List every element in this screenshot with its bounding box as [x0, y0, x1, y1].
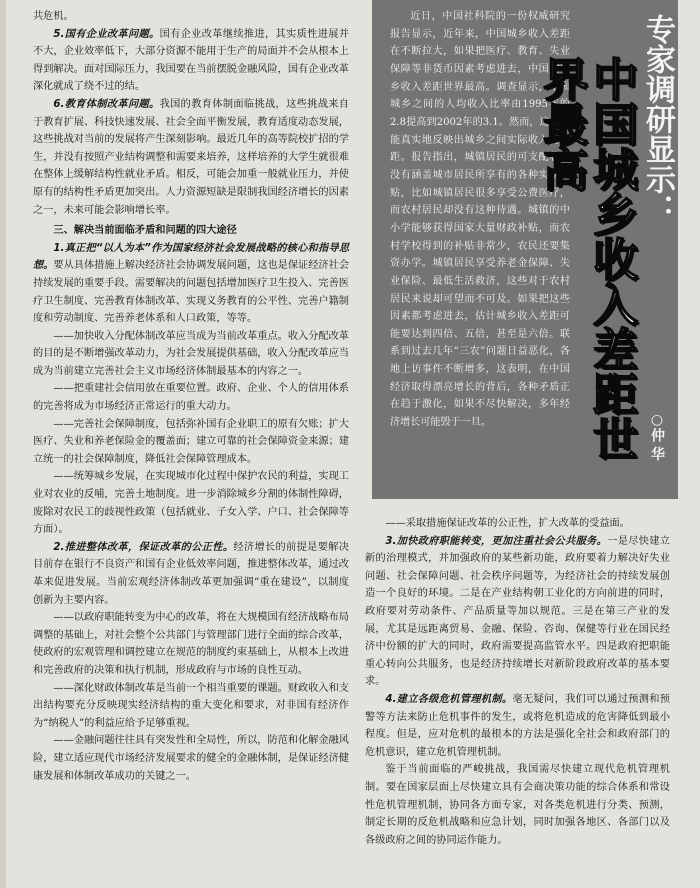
paragraph-government-functions: ——以政府职能转变为中心的改革，将在大规模国有经济战略布局调整的基础上，对社会整个公共部门与管理部门进行全面的综合改革，使政府的宏观管理和调控建立在规范的制度约束基础上，从根本上改进和完善政府的决策和执行机制，形成政府与市场的良性互动。: [33, 612, 349, 676]
item-label: 2.推进整体改革，保证改革的公正性。: [53, 541, 234, 553]
right-column: [365, 515, 670, 849]
paragraph-urban-rural: ——统筹城乡发展，在实现城市化过程中保护农民的利益，实现工业对农业的反哺，完善土地制度。进一步消除城乡分割的体制性障碍，废除对农民工的歧视性政策（包括就业、子女入学、户口、社会保障等方面）。: [33, 471, 349, 536]
paragraph-state-enterprise: [33, 26, 349, 96]
paragraph-social-credit: ——把重建社会信用放在重要位置。政府、企业、个人的信用体系的完善将成为市场经济正常运行的重大动力。: [33, 383, 349, 413]
item-label: 5.国有企业改革问题。: [53, 28, 160, 40]
headline-kicker: 专家调研显示：: [640, 14, 675, 224]
feature-paragraph: 近日，中国社科院的一份权威研究报告显示，近年来，中国城乡收入差距在不断拉大，如果把医疗、教育、失业保障等非货币因素考虑进去，中国的城乡收入差距世界最高。调查显示，中国城乡之间的人均收入比率由1995年的2.8提高到2002年的3.1。然而，这还不能真实地反映出城乡之间实际收入的差距。报告指出，城镇居民的可支配收入没有涵盖城市居民所享有的各种实物补贴，比如城镇居民很多享受公费医疗，而农村居民却没有这种待遇。城镇的中小学能够获得国家大量财政补贴，而农村学校得到的补贴非常少，农民还要集资办学。城镇居民享受养老金保障、失业保险、最低生活救济，这些对于农村居民来说却可望而不可及。如果把这些因素都考虑进去，估计城乡收入差距可能要达到四倍、五倍，甚至是六倍。联系到过去几年“三农”问题日益恶化，各地上访事件不断增多，这表明，在中国经济取得漂亮增长的背后，各种矛盾正在趋于激化，如果不尽快解决，多年经济增长可能毁于一旦。: [390, 11, 570, 429]
paragraph-overall-reform: [33, 539, 349, 609]
item-text: 国有企业改革继续推进，其实质性进展并不大，企业效率低下，大部分资源不能用于生产的局面并不会从根本上得到解决。面对国际压力，我国要在当前摆脱金融风险，国有企业改革深化就成了绕不过的结。: [33, 28, 349, 93]
item-text: 一是尽快建立新的治理模式，并加强政府的某些新功能，政府要着力解决好失业问题、社会保障问题、社会秩序问题等，为经济社会的持续发展创造一个良好的环境。二是在产业结构朝工业化的方向前进的同时，政府要对劳动条件、产品质量等加以规范。三是在第三产业的发展，尤其是远距离贸易、金融、保险、咨询、保健等行业在国民经济中份额的扩大的同时，政府需要提高监管水平。四是政府把职能重心转向公共服务，也是经济持续增长对新阶段政府改革的基本要求。: [365, 535, 670, 688]
item-label: 1.真正把“以人为本”作为国家经济社会发展战略的核心和指导思想。: [33, 242, 349, 272]
paragraph-public-service: [365, 533, 670, 691]
paragraph-people-oriented: [33, 240, 349, 328]
paragraph: 共危机。: [33, 11, 74, 22]
paragraph-fiscal-reform: ——深化财政体制改革是当前一个相当重要的课题。财政收入和支出结构要充分反映现实经济结构的重大变化和要求，对非国有经济作为“纳税人”的利益应给予足够重视。: [33, 682, 349, 729]
item-label: 6.教育体制改革问题。: [53, 98, 160, 110]
item-label: 4.建立各级危机管理机制。: [385, 693, 513, 705]
paragraph-crisis-management: 鉴于当前面临的严峻挑战，我国需尽快建立现代危机管理机制。要在国家层面上尽快建立具有会商决策功能的综合体系和常设性危机管理机制，协同各方面专家，对各类危机进行分类、预测，制定长期的反危机战略和应急计划，同时加强各地区、各部门以及各级政府之间的协同运作能力。: [365, 764, 670, 846]
feature-box: [372, 0, 678, 499]
item-text: 要从具体措施上解决经济社会协调发展问题，这也是保证经济社会持续发展的重要手段。需要解决的问题包括增加医疗卫生投入、完善医疗卫生制度、完善教育体制改革、实现义务教育的公平性、完善户籍制度和劳动制度、完善养老体系和人口政策，等等。: [33, 260, 350, 325]
item-text: 我国的教育体制面临挑战，这些挑战来自于教育扩展、科技快速发展、社会全面平衡发展，教育适度动态发展，这些挑战对当前的发展将产生深刻影响。最近几年的高等院校扩招的学生，并没有按照产业结构调整和需要来培养，这样培养的大学生就很难在整体上缓解结构性就业矛盾。相反，可能会加重一般就业压力，并使原有的结构性矛盾更加突出。人力资源短缺是限制我国经济增长的因素之一，未来可能会影响增长率。: [33, 98, 349, 216]
paragraph-fairness: ——采取措施保证改革的公正性，扩大改革的受益面。: [385, 518, 630, 529]
paragraph-income-distribution: ——加快收入分配体制改革应当成为当前改革重点。收入分配改革的目的是不断增强改革动力，为社会发展提供基础，收入分配改革应当成为当前建立完善社会主义市场经济体制最基本的内容之一。: [33, 330, 349, 377]
item-label: 3.加快政府职能转变，更加注重社会公共服务。: [385, 535, 608, 547]
paragraph-education: [33, 96, 349, 219]
section-heading: 三、解决当前面临矛盾和问题的四大途径: [53, 225, 237, 237]
headline-main: 中国城乡收入差距世界最高: [535, 56, 638, 461]
paragraph-social-security: ——完善社会保障制度，包括弥补国有企业职工的原有欠账；扩大医疗、失业和养老保险金的覆盖面；建立可靠的社会保障资金来源；建立统一的社会保障制度，降低社会保障管理成本。: [33, 418, 349, 465]
author-byline: ○仲 华: [649, 412, 665, 461]
item-text: 毫无疑问，我们可以通过预测和预警等方法来防止危机事件的发生，或将危机造成的危害降低到最小程度。但是，应对危机的最根本的方法是强化全社会和政府部门的危机意识，建立危机管理机制。: [365, 693, 670, 758]
paragraph-finance: ——金融问题往往具有突发性和全局性，所以，防范和化解金融风险，建立适应现代市场经济发展要求的健全的金融体制，是保证经济健康发展和体制改革成功的关键之一。: [33, 735, 349, 782]
item-text: 经济增长的前提是要解决目前存在银行不良资产和国有企业低效率问题，推进整体改革，通过改革来促进发展。当前宏观经济体制改革更加强调“重在建设”，以制度创新为主要内容。: [33, 541, 349, 606]
left-column: [33, 8, 349, 785]
paragraph-crisis-mechanism: [365, 691, 670, 761]
page-edge: [0, 0, 6, 888]
